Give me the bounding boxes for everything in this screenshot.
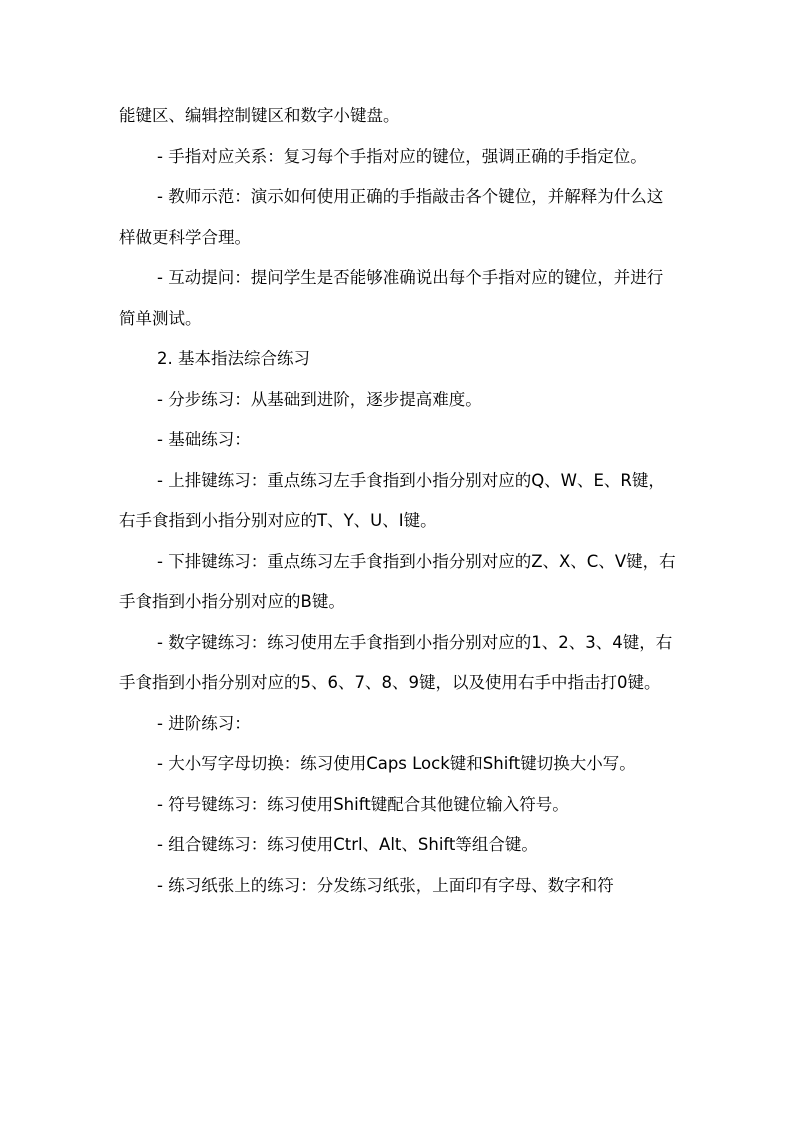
paragraph-7: - 上排键练习：重点练习左手食指到小指分别对应的Q、W、E、R键，右手食指到小指分别对应的T、Y、U、I键。 <box>119 470 665 530</box>
section-heading: 2. 基本指法综合练习 <box>157 349 310 368</box>
paragraph-1: - 手指对应关系：复习每个手指对应的键位，强调正确的手指定位。 <box>157 146 647 166</box>
paragraph-2: - 教师示范：演示如何使用正确的手指敲击各个键位，并解释为什么这样做更科学合理。 <box>119 187 664 247</box>
paragraph-6: - 基础练习： <box>157 430 251 449</box>
paragraph-10: - 进阶练习： <box>157 713 251 733</box>
paragraph-5: - 分步练习：从基础到进阶，逐步提高难度。 <box>157 389 482 409</box>
document-body <box>119 96 679 906</box>
paragraph-11: - 大小写字母切换：练习使用Caps Lock键和Shift键切换大小写。 <box>157 754 636 773</box>
paragraph-3: - 互动提问：提问学生是否能够准确说出每个手指对应的键位，并进行简单测试。 <box>119 268 664 328</box>
paragraph-0: 能键区、编辑控制键区和数字小键盘。 <box>119 106 400 125</box>
paragraph-9: - 数字键练习：练习使用左手食指到小指分别对应的1、2、3、4键，右手食指到小指分别对应的5、6、7、8、9键，以及使用右手中指击打0键。 <box>119 632 673 692</box>
paragraph-13: - 组合键练习：练习使用Ctrl、Alt、Shift等组合键。 <box>157 835 538 854</box>
paragraph-12: - 符号键练习：练习使用Shift键配合其他键位输入符号。 <box>157 794 569 814</box>
paragraph-8: - 下排键练习：重点练习左手食指到小指分别对应的Z、X、C、V键，右手食指到小指分别对应的B键。 <box>119 551 676 611</box>
paragraph-14: - 练习纸张上的练习：分发练习纸张，上面印有字母、数字和符 <box>157 875 614 895</box>
